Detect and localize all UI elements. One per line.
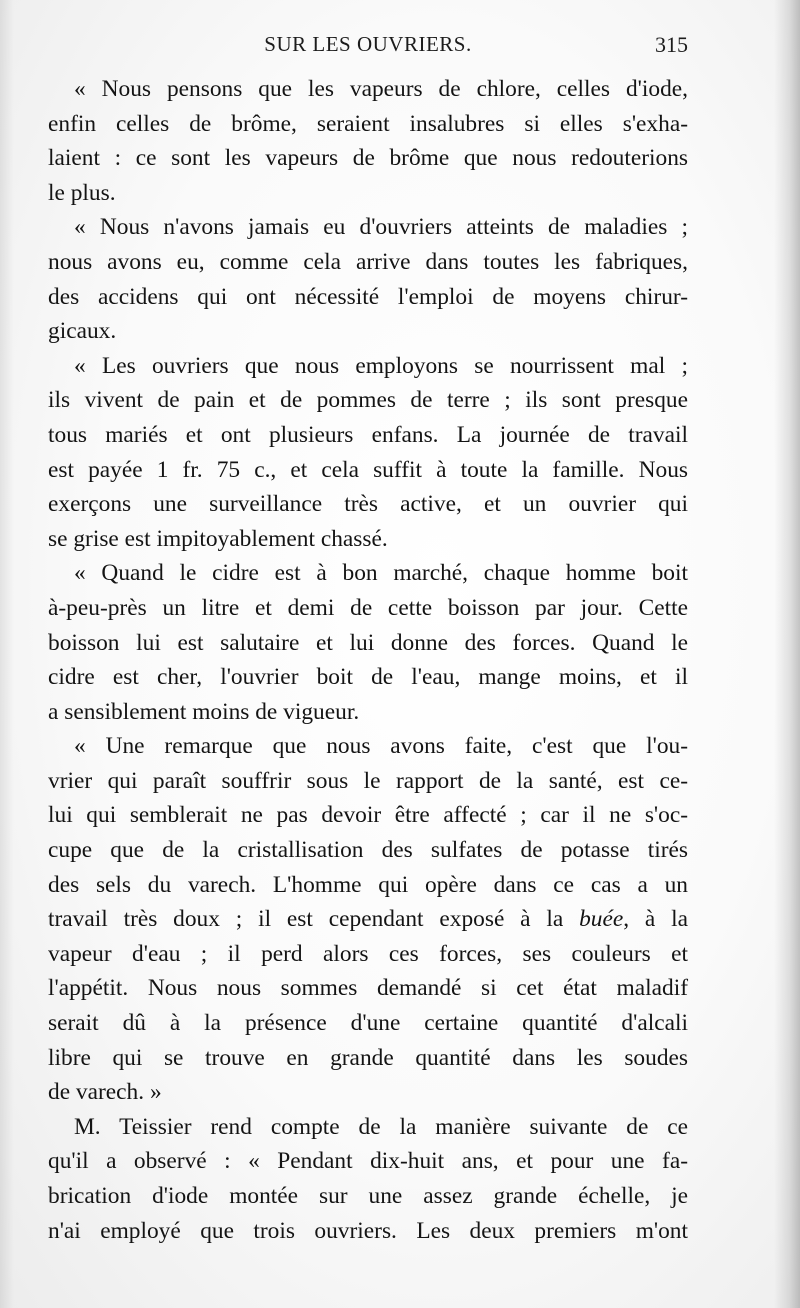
text-line: le plus. xyxy=(48,179,116,206)
text-line: enfin celles de brôme, seraient insalubres si elles s'exha- xyxy=(48,110,688,137)
text-line: l'appétit. Nous nous sommes demandé si cet état maladif xyxy=(48,975,688,1002)
page-header xyxy=(48,32,688,62)
body-text xyxy=(48,72,688,1248)
text-line: boisson lui est salutaire et lui donne des forces. Quand le xyxy=(48,629,688,656)
page-number: 315 xyxy=(655,32,688,57)
text-line: lui qui semblerait ne pas devoir être affecté ; car il ne s'oc- xyxy=(48,802,688,829)
text-line: de varech. » xyxy=(48,1079,162,1106)
text-line: est payée 1 fr. 75 c., et cela suffit à toute la famille. Nous xyxy=(48,456,688,483)
text-line-with-italic xyxy=(48,902,688,937)
text-line: libre qui se trouve en grande quantité dans les soudes xyxy=(48,1044,688,1071)
text-line: exerçons une surveillance très active, et un ouvrier qui xyxy=(48,491,688,518)
text-line: vrier qui paraît souffrir sous le rapport de la santé, est ce- xyxy=(48,767,688,794)
text-line: des sels du varech. L'homme qui opère dans ce cas a un xyxy=(48,871,688,898)
italic-word: buée xyxy=(579,906,624,933)
text-line: a sensiblement moins de vigueur. xyxy=(48,698,360,725)
text-line: cupe que de la cristallisation des sulfates de potasse tirés xyxy=(48,837,688,864)
text-line: ils vivent de pain et de pommes de terre ; ils sont presque xyxy=(48,387,688,414)
text-line: gicaux. xyxy=(48,318,117,345)
text-line: « Quand le cidre est à bon marché, chaque homme boit xyxy=(74,560,688,587)
text-line: brication d'iode montée sur une assez grande échelle, je xyxy=(48,1183,688,1209)
text-line: laient : ce sont les vapeurs de brôme que nous redouterions xyxy=(48,145,688,172)
text-line: nous avons eu, comme cela arrive dans toutes les fabriques, xyxy=(48,248,688,275)
text-line: qu'il a observé : « Pendant dix-huit ans, et pour une fa- xyxy=(48,1148,688,1175)
text-line: se grise est impitoyablement chassé. xyxy=(48,525,388,552)
text-line: « Une remarque que nous avons faite, c'est que l'ou- xyxy=(74,733,688,760)
text-line: « Les ouvriers que nous employons se nourrissent mal ; xyxy=(74,352,688,379)
text-fragment: , à la xyxy=(623,906,688,933)
text-line: n'ai employé que trois ouvriers. Les deux premiers m'ont xyxy=(48,1217,688,1244)
text-line: à-peu-près un litre et demi de cette boisson par jour. Cette xyxy=(48,594,688,621)
page-left-edge-shadow xyxy=(0,0,14,1308)
running-head: SUR LES OUVRIERS. xyxy=(264,32,472,56)
text-fragment: travail très doux ; il est cependant exposé à la xyxy=(48,906,580,933)
text-line: serait dû à la présence d'une certaine quantité d'alcali xyxy=(48,1010,688,1037)
text-line: « Nous pensons que les vapeurs de chlore, celles d'iode, xyxy=(74,76,688,102)
text-line: des accidens qui ont nécessité l'emploi de moyens chirur- xyxy=(48,283,688,310)
text-line: vapeur d'eau ; il perd alors ces forces, ses couleurs et xyxy=(48,940,688,967)
text-line: tous mariés et ont plusieurs enfans. La journée de travail xyxy=(48,421,688,448)
text-line: cidre est cher, l'ouvrier boit de l'eau, mange moins, et il xyxy=(48,664,688,691)
text-line: « Nous n'avons jamais eu d'ouvriers atteints de maladies ; xyxy=(74,214,688,241)
page-right-edge-shadow xyxy=(774,0,800,1308)
text-line: M. Teissier rend compte de la manière suivante de ce xyxy=(74,1113,688,1140)
